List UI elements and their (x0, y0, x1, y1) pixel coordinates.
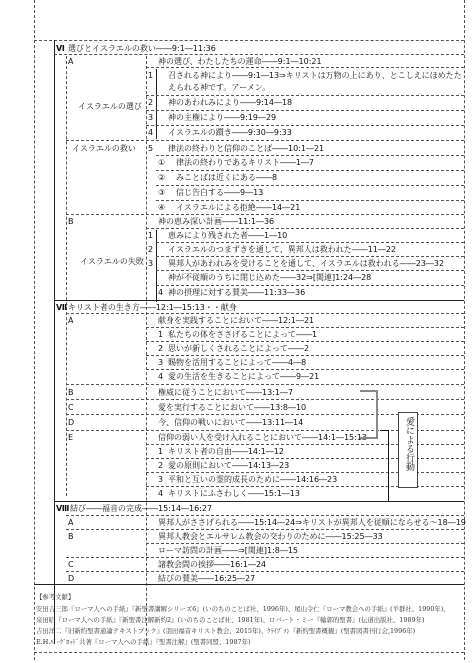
item-number: 2 (148, 245, 154, 254)
subsection-letter: A (68, 316, 74, 325)
item-number: 1 (158, 330, 164, 339)
row-divider (66, 313, 464, 314)
row-divider (156, 285, 464, 286)
page-top-border (34, 40, 464, 41)
outline-item: 信じ告白する――9―13 (176, 188, 264, 197)
row-divider (156, 242, 464, 243)
subsection-title: 結びの賛美――16:25―27 (158, 574, 256, 583)
side-label-box (398, 412, 418, 488)
page-left-border (34, 0, 35, 660)
section-title: 選びとイスラエルの救い――9:1―11:36 (68, 44, 216, 53)
item-number: 2 (148, 98, 154, 107)
outline-item: 思いが新しくされることによって――2 (168, 344, 310, 353)
section-title: キリスト者の生き方――12:1―15:13・・献身 (68, 303, 237, 312)
outline-item: 神の主権により――9:19―29 (168, 113, 277, 122)
row-divider (66, 384, 464, 385)
outline-item: イスラエルの躓き――9:30―9:33 (168, 128, 292, 137)
bracket (156, 69, 157, 139)
row-divider (146, 67, 464, 68)
outline-item: 愛の原則において――14:13―23 (168, 461, 290, 470)
item-number: ④ (158, 203, 166, 212)
row-divider (66, 515, 464, 516)
subsection-title: 異邦人がささげられる――15:14―24⇒キリストが異邦人を従順にならせる～18―19 (158, 518, 466, 527)
row-divider (146, 110, 464, 111)
subsection-letter: B (68, 532, 74, 541)
outline-item: みことばは近くにある――8 (176, 173, 278, 182)
section-number: Ⅷ (56, 504, 70, 513)
subsection-title: 献身を実践することにおいて――12:1―21 (158, 316, 315, 325)
row-divider (66, 399, 464, 400)
subsection-title: 神の選び、わたしたちの運命――9:1―10:21 (158, 57, 322, 66)
item-number: 5 (148, 144, 154, 153)
subsection-letter: C (68, 403, 74, 412)
subsection-letter: B (68, 217, 74, 226)
row-divider (156, 170, 464, 171)
outline-item: 恵みにより残された者――1―10 (168, 231, 288, 240)
outline-item: イスラエルのつまずきを通して、異邦人は救われた――11―22 (168, 245, 397, 254)
reference-line: 安田吉三郎『ローマ人への手紙』『新聖書講解シリーズ6』(いのちのことば社、1996年)、尾山令仁『ローマ教会への手紙』(羊群社、1990年)、 (36, 605, 450, 613)
section-title: 結び――福音の完成――15:14―16:27 (70, 504, 213, 513)
item-number: 1 (148, 231, 154, 240)
page-right-border (464, 0, 465, 660)
item-number: 1 (148, 71, 154, 80)
subsection-letter: D (68, 418, 75, 427)
row-divider (156, 270, 464, 271)
subsection-letter: A (68, 518, 74, 527)
row-divider (66, 571, 464, 572)
row-divider (146, 95, 464, 96)
item-number: 4 (158, 288, 164, 297)
subsection-letter: C (68, 560, 74, 569)
row-divider (146, 327, 464, 328)
group-label: イスラエルの救い (72, 144, 136, 153)
subsection-note: ローマ訪問の計画――⇒[関連]1:8―15 (158, 546, 298, 555)
bracket (156, 230, 157, 302)
item-number: 1 (158, 447, 164, 456)
outline-item: 神のあわれみにより――9:14―18 (168, 98, 293, 107)
row-divider (66, 557, 464, 558)
outline-item-continued: 神が不従順のうちに閉じ込めた――32⇒[関連]1:24―28 (168, 273, 372, 282)
row-divider (66, 214, 464, 215)
reference-line: E.H.ﾊﾟｰｸﾞﾛｯﾄﾞ共著『ローマ人への手紙』『聖書注解』(聖書同盟、1987年) (36, 638, 251, 646)
reference-line: 吉田洋二『旧新約聖書通論テキストブック』(羽田福音キリスト教会、2015年)、ｸﾗｲﾌﾞｿﾝ『新約聖書概観』(聖書図書刊行会,1996年) (36, 627, 416, 635)
outline-item: キリスト者の自由――14:1―12 (168, 447, 284, 456)
item-number: ③ (158, 188, 166, 197)
bracket-lower (380, 430, 389, 502)
item-number: ② (158, 173, 166, 182)
subsection-title: 権威に従うことにおいて――13:1―7 (158, 388, 294, 397)
section-divider (54, 300, 464, 301)
bracket-upper (360, 390, 378, 439)
section-number: Ⅵ (56, 44, 65, 53)
row-divider (146, 543, 464, 544)
row-divider (66, 529, 464, 530)
item-number: 4 (158, 372, 164, 381)
subsection-title: 愛を実行することにおいて――13:8―10 (158, 403, 307, 412)
item-number: 2 (158, 344, 164, 353)
row-divider (146, 369, 464, 370)
row-divider (146, 355, 464, 356)
references-title: 【参考文献】 (36, 593, 75, 601)
outline-item: イスラエルによる拒絶――14―21 (176, 203, 301, 212)
subsection-title: 神の恵み深い計画――11:1―36 (158, 217, 275, 226)
section-divider (34, 584, 464, 585)
group-label: イスラエルの選び (78, 102, 142, 111)
outline-item: 平和と互いの霊的成長のために――14:16―23 (168, 475, 338, 484)
item-number: 4 (148, 128, 154, 137)
subsection-title: 諸教会間の挨拶――16:1―24 (158, 560, 267, 569)
item-number: 3 (148, 113, 154, 122)
subsection-letter: E (68, 433, 74, 442)
outline-item: 神の摂理に対する賛美――11:33―36 (168, 288, 306, 297)
section-divider (54, 501, 464, 502)
subsection-letter: A (68, 57, 74, 66)
item-number: ① (158, 158, 166, 167)
outline-item-continued: えられる神です。アーメン。 (168, 83, 271, 92)
row-divider (146, 228, 464, 229)
item-number: 3 (148, 259, 154, 268)
row-divider (54, 54, 464, 55)
item-number: 2 (158, 461, 164, 470)
subsection-letter: D (68, 574, 75, 583)
outline-item: 異邦人があわれみを受けることを通して、イスラエルは救われる――23―32 (168, 259, 445, 268)
section-number: Ⅶ (56, 303, 68, 312)
subsection-title: 信仰の弱い人を受け入れることにおいて――14:1―15:13 (158, 433, 368, 442)
row-divider (156, 185, 464, 186)
subsection-title: 異邦人教会とエルサレム教会の交わりのために――15:25―33 (158, 532, 383, 541)
reference-line: 泉田昭『ローマ人への手紙』『新聖書注解新約2』(いのちのことば社、1981年)、ロバート・ミー『輪郭的聖書』(伝道出版社、1989年) (36, 616, 425, 624)
row-divider (66, 140, 464, 141)
row-divider (156, 155, 464, 156)
row-divider (146, 125, 464, 126)
item-number: 3 (158, 475, 164, 484)
item-number: 3 (158, 358, 164, 367)
group-label: イスラエルの失敗 (80, 257, 144, 266)
outline-item: 賜物を活用することによって――4―8 (168, 358, 307, 367)
row-divider (156, 200, 464, 201)
side-label: 愛による行動 (404, 417, 414, 471)
outline-item: 私たちの体をささげることによって――1 (168, 330, 318, 339)
row-divider (146, 341, 464, 342)
item-number: 4 (158, 489, 164, 498)
outline-item: 律法の終わりと信仰のことば――10:1―21 (168, 144, 325, 153)
outline-item: 愛の生活を生きることによって――9―21 (168, 372, 320, 381)
subsection-title: 今、信仰の戦いにおいて――13:11―14 (158, 418, 304, 427)
outline-item: キリストにふさわしく――15:1―13 (168, 489, 300, 498)
outline-item: 召される神により――9:1―13⇒キリストは万物の上にあり、とこしえにほめたた (168, 71, 462, 80)
outline-item: 律法の終わりであるキリスト――1―7 (176, 158, 315, 167)
page-bottom-border (34, 652, 464, 653)
subsection-letter: B (68, 388, 74, 397)
column-divider (54, 40, 55, 644)
row-divider (156, 256, 464, 257)
